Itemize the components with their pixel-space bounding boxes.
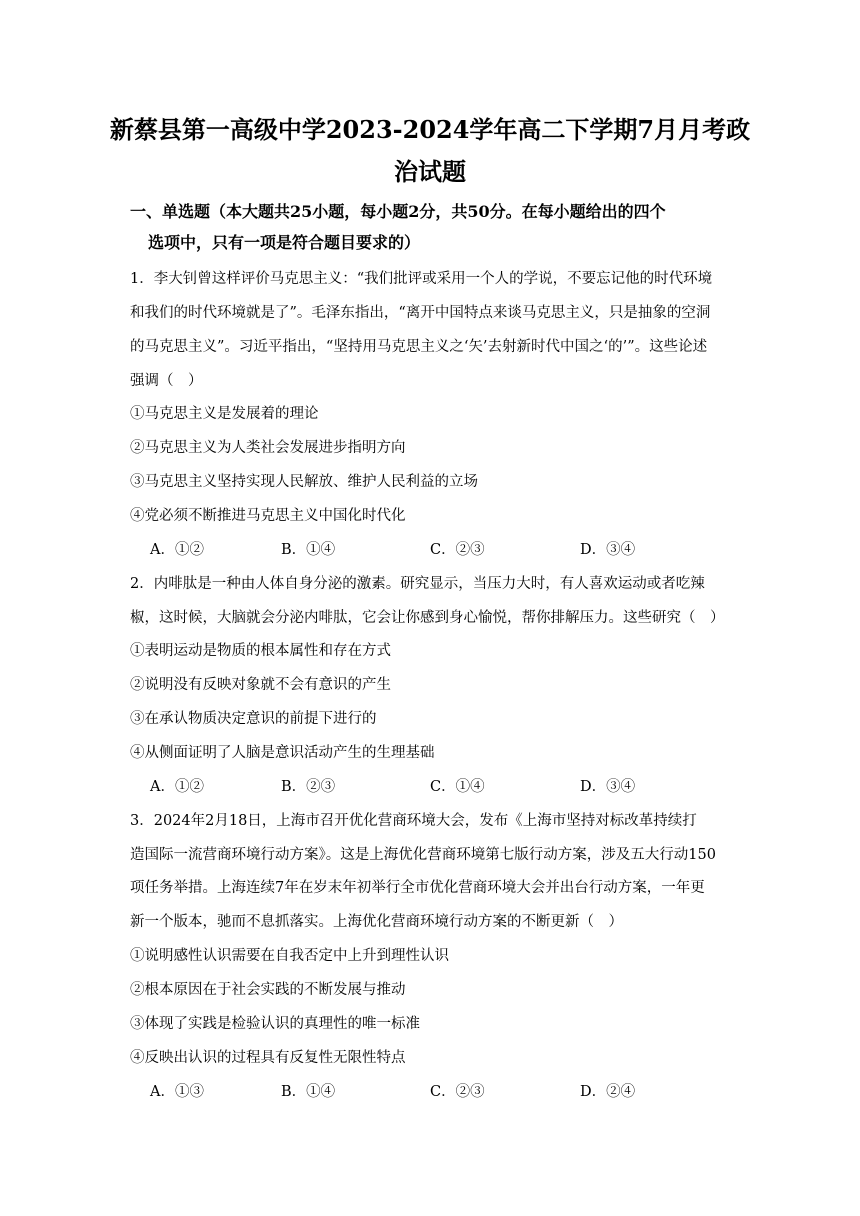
statement-4: ④反映出认识的过程具有反复性无限性特点 <box>130 1050 406 1066</box>
statement-3: ③马克思主义坚持实现人民解放、维护人民利益的立场 <box>130 474 478 490</box>
statement-1: ①表明运动是物质的根本属性和存在方式 <box>130 643 391 659</box>
question-stem-line: 强调（ ） <box>130 373 203 389</box>
question-stem-line: 1．李大钊曾这样评价马克思主义：“我们批评或采用一个人的学说，不要忘记他的时代环境 <box>130 271 713 287</box>
question-stem-line: 项任务举措。上海连续7年在岁末年初举行全市优化营商环境大会并出台行动方案，一年更 <box>130 880 705 896</box>
statement-1: ①马克思主义是发展着的理论 <box>130 406 319 422</box>
option-c[interactable]: C．①④ <box>430 779 485 795</box>
statement-4: ④党必须不断推进马克思主义中国化时代化 <box>130 508 406 524</box>
question-stem-line: 2．内啡肽是一种由人体自身分泌的激素。研究显示，当压力大时，有人喜欢运动或者吃辣 <box>130 576 705 592</box>
exam-title-line-2: 治试题 <box>394 157 466 186</box>
question-stem-line: 造国际一流营商环境行动方案》。这是上海优化营商环境第七版行动方案，涉及五大行动150 <box>130 847 716 863</box>
option-a[interactable]: A．①② <box>150 542 204 558</box>
statement-4: ④从侧面证明了人脑是意识活动产生的生理基础 <box>130 745 435 761</box>
statement-1: ①说明感性认识需要在自我否定中上升到理性认识 <box>130 948 449 964</box>
question-stem-line: 3．2024年2月18日，上海市召开优化营商环境大会，发布《上海市坚持对标改革持续打 <box>130 813 697 829</box>
option-d[interactable]: D．③④ <box>580 779 636 795</box>
section-heading-line-1: 一、单选题（本大题共25小题，每小题2分，共50分。在每小题给出的四个 <box>130 202 666 221</box>
question-stem-line: 的马克思主义”。习近平指出，“坚持用马克思主义之‘矢’去射新时代中国之‘的’”。这些论述 <box>130 339 708 355</box>
option-c[interactable]: C．②③ <box>430 1084 485 1100</box>
statement-3: ③在承认物质决定意识的前提下进行的 <box>130 711 377 727</box>
option-b[interactable]: B．①④ <box>281 1084 336 1100</box>
option-d[interactable]: D．②④ <box>580 1084 636 1100</box>
option-b[interactable]: B．②③ <box>281 779 336 795</box>
statement-3: ③体现了实践是检验认识的真理性的唯一标准 <box>130 1016 420 1032</box>
statement-2: ②马克思主义为人类社会发展进步指明方向 <box>130 440 406 456</box>
option-d[interactable]: D．③④ <box>580 542 636 558</box>
question-stem-line: 新一个版本，驰而不息抓落实。上海优化营商环境行动方案的不断更新（ ） <box>130 914 623 930</box>
option-a[interactable]: A．①② <box>150 779 204 795</box>
statement-2: ②说明没有反映对象就不会有意识的产生 <box>130 677 391 693</box>
question-stem-line: 和我们的时代环境就是了”。毛泽东指出，“离开中国特点来谈马克思主义，只是抽象的空洞 <box>130 305 711 321</box>
option-a[interactable]: A．①③ <box>150 1084 204 1100</box>
section-heading-line-2: 选项中，只有一项是符合题目要求的） <box>148 233 421 252</box>
statement-2: ②根本原因在于社会实践的不断发展与推动 <box>130 982 406 998</box>
option-b[interactable]: B．①④ <box>281 542 336 558</box>
exam-title-line-1: 新蔡县第一高级中学2023-2024学年高二下学期7月月考政 <box>109 115 751 144</box>
question-stem-line: 椒，这时候，大脑就会分泌内啡肽，它会让你感到身心愉悦，帮你排解压力。这些研究（ ） <box>130 610 725 626</box>
option-c[interactable]: C．②③ <box>430 542 485 558</box>
